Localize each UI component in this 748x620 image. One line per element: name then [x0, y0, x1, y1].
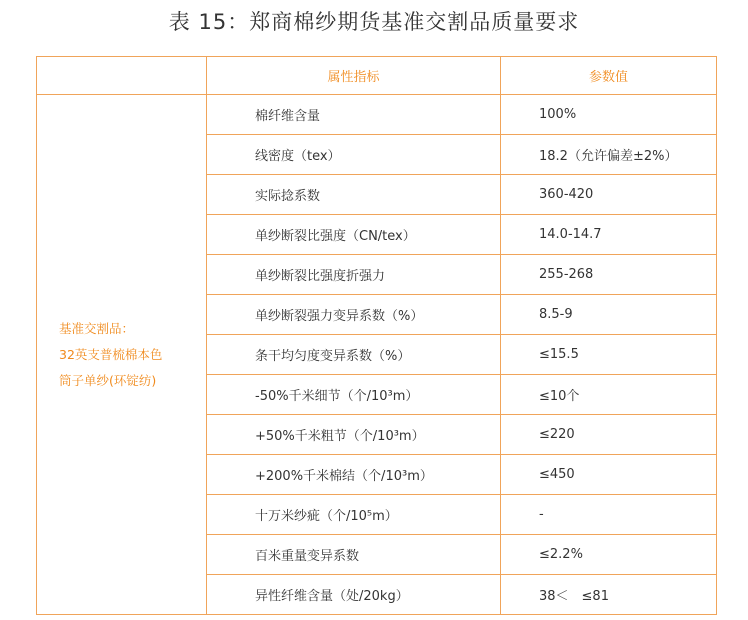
value-cell: ≤15.5 — [501, 335, 717, 375]
value-cell: ≤10个 — [501, 375, 717, 415]
value-cell: 100% — [501, 95, 717, 135]
attribute-cell: 十万米纱疵（个/10⁵m） — [207, 495, 501, 535]
value-cell: ≤450 — [501, 455, 717, 495]
category-line-1: 基准交割品： — [59, 320, 135, 336]
value-cell: 38＜ ≤81 — [501, 575, 717, 615]
header-attribute: 属性指标 — [207, 57, 501, 95]
table-row — [37, 95, 717, 135]
category-line-2: 32英支普梳棉本色 — [59, 346, 163, 362]
value-cell: - — [501, 495, 717, 535]
quality-spec-table — [36, 56, 717, 615]
attribute-cell: 线密度（tex） — [207, 135, 501, 175]
value-cell: 18.2（允许偏差±2%） — [501, 135, 717, 175]
category-cell — [37, 95, 207, 615]
table-title: 表 15：郑商棉纱期货基准交割品质量要求 — [168, 10, 580, 34]
value-cell: ≤2.2% — [501, 535, 717, 575]
attribute-cell: 单纱断裂比强度折强力 — [207, 255, 501, 295]
header-category — [37, 57, 207, 95]
value-cell: 255-268 — [501, 255, 717, 295]
value-cell: ≤220 — [501, 415, 717, 455]
attribute-cell: +200%千米棉结（个/10³m） — [207, 455, 501, 495]
value-cell: 360-420 — [501, 175, 717, 215]
attribute-cell: 实际捻系数 — [207, 175, 501, 215]
category-line-3: 筒子单纱(环锭纺) — [59, 372, 157, 388]
value-cell: 14.0-14.7 — [501, 215, 717, 255]
attribute-cell: 单纱断裂比强度（CN/tex） — [207, 215, 501, 255]
attribute-cell: 异性纤维含量（处/20kg） — [207, 575, 501, 615]
attribute-cell: 棉纤维含量 — [207, 95, 501, 135]
attribute-cell: -50%千米细节（个/10³m） — [207, 375, 501, 415]
header-value: 参数值 — [501, 57, 717, 95]
attribute-cell: 条干均匀度变异系数（%） — [207, 335, 501, 375]
value-cell: 8.5-9 — [501, 295, 717, 335]
attribute-cell: 单纱断裂强力变异系数（%） — [207, 295, 501, 335]
attribute-cell: 百米重量变异系数 — [207, 535, 501, 575]
table-header-row — [37, 57, 717, 95]
attribute-cell: +50%千米粗节（个/10³m） — [207, 415, 501, 455]
